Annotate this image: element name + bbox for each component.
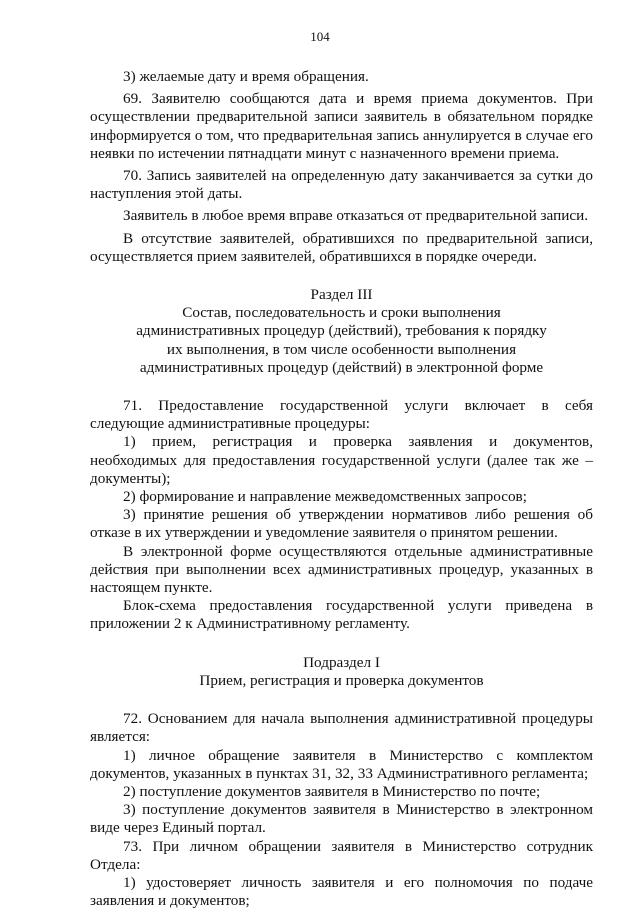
- paragraph-item-3-time: 3) желаемые дату и время обращения.: [123, 68, 369, 85]
- paragraph-71: 71. Предоставление государственной услуги включает в себя следующие административные процедуры:: [90, 397, 593, 433]
- paragraph-electronic-form: В электронной форме осуществляются отдельные административные действия при выполнении всех административных процедур, указанных в настоящем пункте.: [90, 542, 593, 597]
- section-title-line-4: административных процедур (действий) в электронной форме: [139, 358, 544, 376]
- section-title-line-3: их выполнения, в том числе особенности выполнения: [166, 340, 517, 358]
- paragraph-71-item-1: 1) прием, регистрация и проверка заявления и документов, необходимых для предоставления государственной услуги (далее так же – документы);: [90, 433, 593, 487]
- paragraph-69: 69. Заявителю сообщаются дата и время приема документов. При осуществлении предварительной записи заявитель в обязательном порядке информируется о том, что предварительная запись аннулируется в случае его неявки по истечении пятнадцати минут с назначенного времени приема.: [90, 90, 593, 162]
- paragraph-flowchart: Блок-схема предоставления государственной услуги приведена в приложении 2 к Административному регламенту.: [90, 597, 593, 633]
- subsection-heading-block: [90, 654, 593, 690]
- section-number: Раздел III: [310, 286, 373, 304]
- subsection-number: Подраздел I: [303, 653, 380, 671]
- paragraph-72-item-1: 1) личное обращение заявителя в Министерство с комплектом документов, указанных в пунктах 31, 32, 33 Административного регламента;: [90, 746, 593, 782]
- paragraph-71-item-2: 2) формирование и направление межведомственных запросов;: [123, 488, 527, 506]
- page-number: 104: [310, 29, 330, 44]
- paragraph-72-item-2: 2) поступление документов заявителя в Министерство по почте;: [123, 782, 541, 800]
- section-heading-block: [90, 286, 593, 377]
- paragraph-72-item-3: 3) поступление документов заявителя в Министерство в электронном виде через Единый портал.: [90, 801, 593, 837]
- section-title-line-1: Состав, последовательность и сроки выполнения: [182, 304, 501, 322]
- paragraph-71-item-3: 3) принятие решения об утверждении нормативов либо решения об отказе в их утверждении и уведомление заявителя о принятом решении.: [90, 506, 593, 542]
- paragraph-73-item-1: 1) удостоверяет личность заявителя и его полномочия по подаче заявления и документов;: [90, 873, 593, 910]
- document-body: [90, 68, 593, 910]
- paragraph-73: 73. При личном обращении заявителя в Министерство сотрудник Отдела:: [90, 837, 593, 873]
- paragraph-queue-reception: В отсутствие заявителей, обратившихся по предварительной записи, осуществляется прием заявителей, обратившихся в порядке очереди.: [90, 229, 593, 265]
- section-title-line-2: административных процедур (действий), требования к порядку: [136, 322, 547, 340]
- paragraph-72: 72. Основанием для начала выполнения административной процедуры является:: [90, 710, 593, 746]
- subsection-title: Прием, регистрация и проверка документов: [199, 671, 484, 689]
- paragraph-70: 70. Запись заявителей на определенную дату заканчивается за сутки до наступления этой даты.: [90, 167, 593, 203]
- paragraph-refuse-appointment: Заявитель в любое время вправе отказаться от предварительной записи.: [123, 207, 588, 225]
